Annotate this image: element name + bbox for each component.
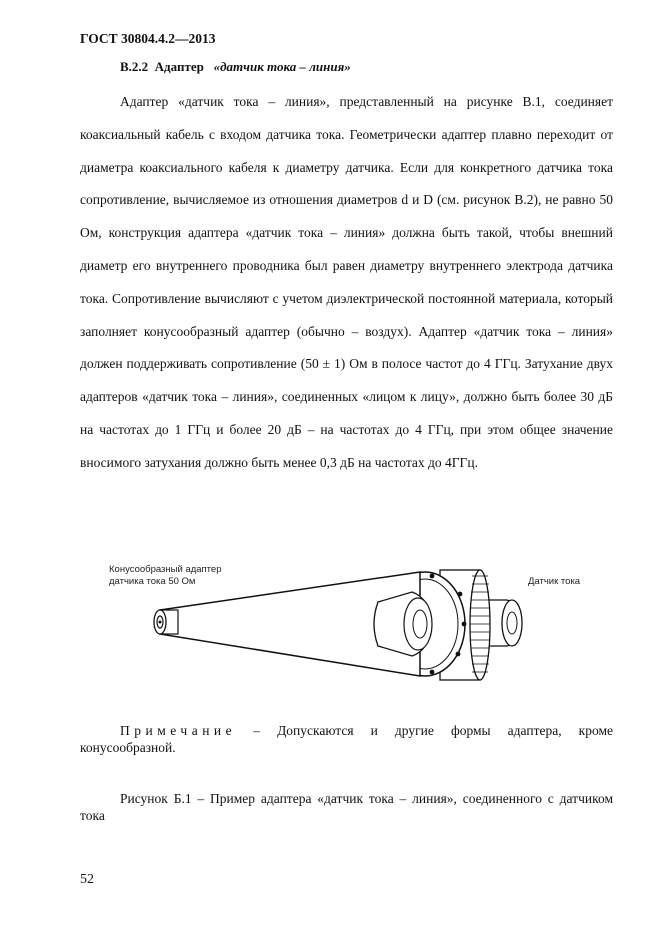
figure-label-sensor: Датчик тока bbox=[528, 576, 581, 587]
note-label: Примечание bbox=[120, 723, 237, 738]
inner-conductor-face bbox=[404, 598, 432, 650]
figure-label-adapter-line2: датчика тока 50 Ом bbox=[109, 576, 196, 587]
section-number: B.2.2 bbox=[120, 59, 149, 74]
figure-caption: Рисунок Б.1 – Пример адаптера «датчик тока – линия», соединенного с датчиком тока bbox=[80, 791, 613, 823]
figure-note bbox=[80, 722, 613, 756]
page-number: 52 bbox=[80, 872, 94, 887]
section-title-quoted: «датчик тока – линия» bbox=[213, 59, 351, 74]
section-heading bbox=[120, 59, 351, 75]
adapter-figure bbox=[100, 558, 600, 688]
note-text: – Допускаются и другие формы адаптера, кроме конусообразной. bbox=[80, 723, 614, 755]
section-title-prefix: Адаптер bbox=[154, 59, 204, 74]
document-header: ГОСТ 30804.4.2—2013 bbox=[80, 31, 216, 46]
figure-label-adapter-line1: Конусообразный адаптер bbox=[109, 564, 222, 575]
sensor-shaft-end bbox=[502, 600, 522, 646]
sensor-flange-rim bbox=[470, 570, 490, 680]
figure-label-adapter bbox=[109, 564, 221, 588]
coax-center-pin bbox=[159, 621, 162, 624]
body-paragraph: Адаптер «датчик тока – линия», представленный на рисунке В.1, соединяет коаксиальный кабель с входом датчика тока. Геометрически адаптер плавно переходит от диаметра коаксиального кабеля к диаметру датчика. Если для конкретного датчика тока сопротивление, вычисляемое из отношения диаметров d и D (см. рисунок В.2), не равно 50 Ом, конструкция адаптера «датчик тока – линия» должна быть такой, чтобы внешний диаметр его внутреннего проводника был равен диаметру внутреннего электрода датчика тока. Сопротивление вычисляют с учетом диэлектрической постоянной материала, который заполняет конусообразный адаптер (обычно – воздух). Адаптер «датчик тока – линия» должен поддерживать сопротивление (50 ± 1) Ом в полосе частот до 4 ГГц. Затухание двух адаптеров «датчик тока – линия», соединенных «лицом к лицу», должно быть более 30 дБ на частотах до 1 ГГц и более 20 дБ – на частотах до 4 ГГц, при этом общее значение вносимого затухания должно быть менее 0,3 дБ на частотах до 4ГГц. bbox=[80, 94, 613, 470]
